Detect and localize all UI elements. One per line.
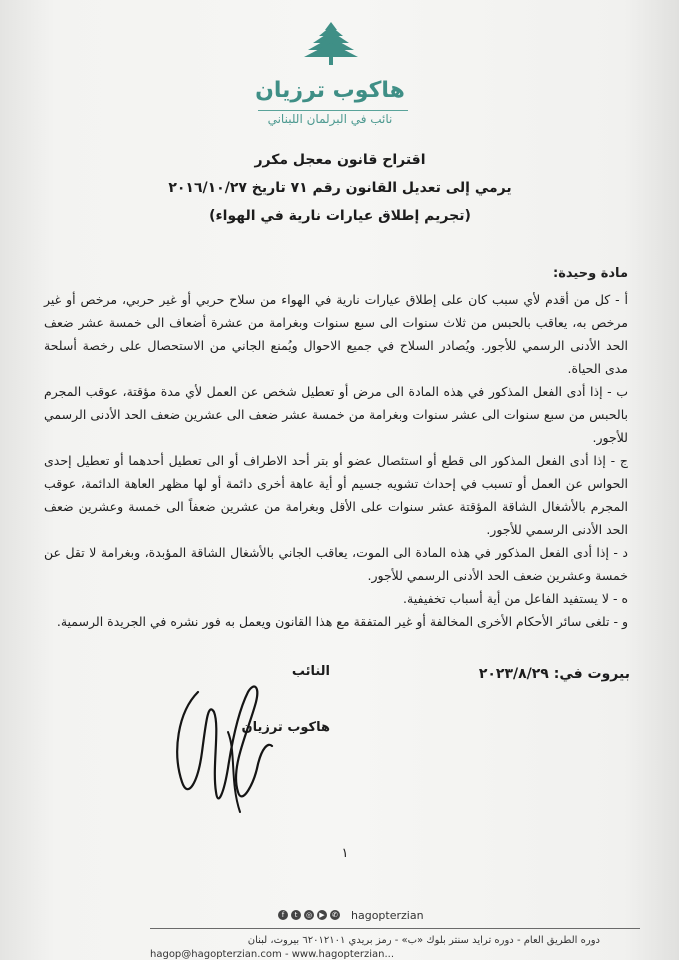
article-body <box>44 262 628 633</box>
footer-divider <box>150 928 640 929</box>
clause-f: و - تلغى سائر الأحكام الأخرى المخالفة أو غير المتفقة مع هذا القانون ويعمل به فور نشره في الجريدة الرسمية. <box>56 614 628 629</box>
clause-c: ج - إذا أدى الفعل المذكور الى قطع أو استئصال عضو أو بتر أحد الاطراف أو الى تعطيل أحدهما أو تعطيل إحدى الحواس عن العمل أو تسبب في إحداث تشويه جسيم أو أية عاهة أخرى دائمة أو لها مظهر العاهة الدائمة، عوقب المجرم بالأشغال الشاقة المؤقتة عشر سنوات على الأقل وبغرامة من عشرين ضعفاً الى خمسة وعشرين ضعف الحد الأدنى الرسمي للأجور. <box>44 453 628 537</box>
deputy-name: هاكوب ترزيان <box>241 720 330 735</box>
page-number: ١ <box>341 846 349 861</box>
youtube-icon[interactable]: ▶ <box>317 910 327 920</box>
handwritten-signature <box>168 672 278 822</box>
instagram-icon[interactable]: ◎ <box>305 911 313 919</box>
cedar-tree-icon <box>303 20 359 66</box>
twitter-icon[interactable]: t <box>291 910 301 920</box>
clause-a: أ - كل من أقدم لأي سبب كان على إطلاق عيارات نارية في الهواء من سلاح حربي أو غير حربي، مرخص أو غير مرخص به، يعاقب بالحبس من ثلاث سنوات الى سبع سنوات وبغرامة من عشرة أضعاف الى خمسة عشر ضعف الحد الأدنى الرسمي للأجور. ويُصادر السلاح في جميع الاحوال ويُمنع الجاني من الاستحصال على رخصة أسلحة مدى الحياة. <box>44 292 628 376</box>
clause-b: ب - إذا أدى الفعل المذكور في هذه المادة الى مرض أو تعطيل شخص عن العمل لأي مدة مؤقتة، عوقب المجرم بالحبس من سبع سنوات الى عشر سنوات وبغرامة من خمسة عشر ضعف الى عشرين ضعف الحد الأدنى الرسمي للأجور. <box>44 384 628 445</box>
document-subject: (تجريم إطلاق عيارات نارية في الهواء) <box>209 208 471 224</box>
deputy-title: النائب <box>291 664 330 679</box>
document-title: اقتراح قانون معجل مكرر <box>254 152 426 168</box>
facebook-icon[interactable]: f <box>278 910 288 920</box>
letterhead-divider <box>258 110 408 111</box>
article-heading: مادة وحيدة: <box>553 266 628 281</box>
clause-d: د - إذا أدى الفعل المذكور في هذه المادة الى الموت، يعاقب الجاني بالأشغال الشاقة المؤبدة، وبغرامة لا تقل عن خمسة وعشرين ضعف الحد الأدنى الرسمي للأجور. <box>44 545 628 583</box>
social-links <box>278 908 558 922</box>
letterhead-name: هاكوب ترزيان <box>255 78 405 103</box>
document-subtitle: يرمي إلى تعديل القانون رقم ٧١ تاريخ ٢٠١٦/١٠/٢٧ <box>168 180 512 196</box>
social-handle: hagopterzian <box>351 908 424 922</box>
city-date: بيروت في: ٢٠٢٣/٨/٢٩ <box>478 666 630 682</box>
footer-address: دوره الطريق العام - دوره ترايد سنتر بلوك «ب» - رمز بريدي ٦٢٠١٢١٠١ بيروت، لبنان <box>247 935 600 946</box>
whatsapp-icon[interactable]: ✆ <box>330 910 340 920</box>
letterhead-subtitle: نائب في البرلمان اللبناني <box>267 112 393 126</box>
footer-email[interactable]: hagop@hagopterzian.com - www.hagopterzian... <box>150 949 395 960</box>
clause-e: ه - لا يستفيد الفاعل من أية أسباب تخفيفية. <box>403 591 628 606</box>
